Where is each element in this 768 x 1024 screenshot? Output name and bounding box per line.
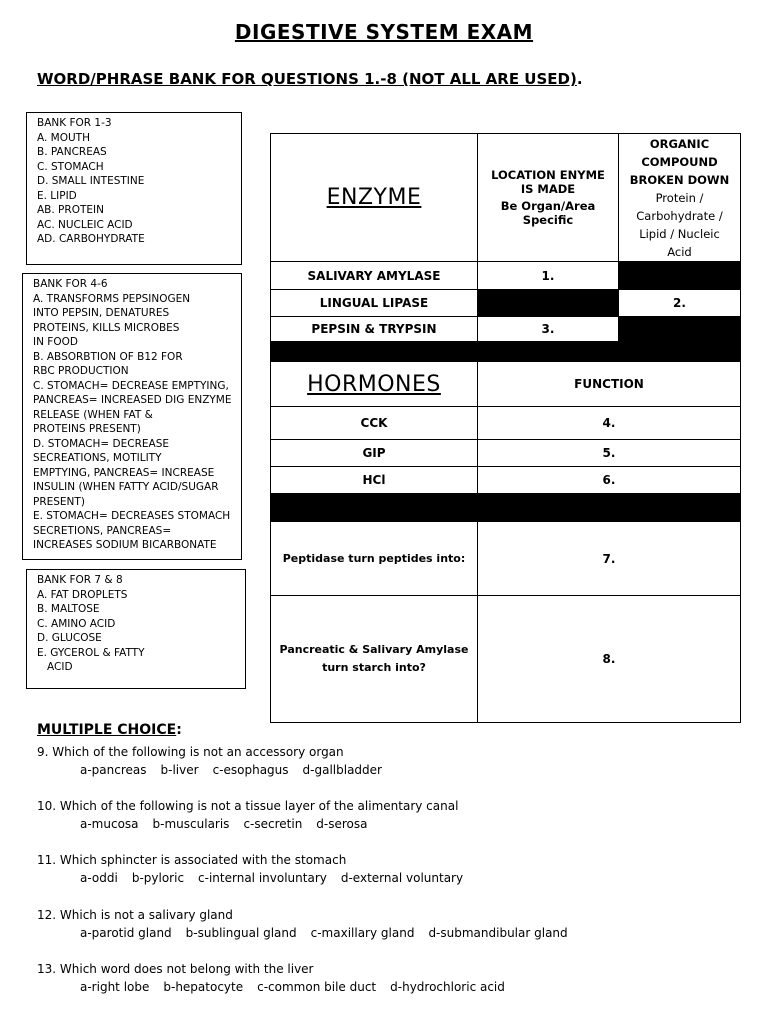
bank-entry: EMPTYING, PANCREAS= INCREASE [33,466,215,479]
bank-entry: C. STOMACH [37,160,104,173]
bank-entry: RBC PRODUCTION [33,365,129,377]
answer-option[interactable]: d-external voluntary [340,871,464,885]
answer-option[interactable]: d-serosa [316,817,368,831]
bank-entry: C. STOMACH= DECREASE EMPTYING, [33,379,229,392]
enzyme-row [271,262,741,290]
bank-box-1-3 [26,112,242,265]
blocked-cell [619,317,741,342]
bank-entry: B. PANCREAS [37,146,107,158]
bank-title: BANK FOR 1-3 [37,117,112,129]
bank-title: BANK FOR 7 & 8 [37,574,123,586]
enzyme-name: LINGUAL LIPASE [271,290,478,317]
blocked-cell [619,262,741,290]
question-options [37,761,396,779]
hormone-name: GIP [271,440,478,467]
answer-option[interactable]: c-esophagus [212,763,289,777]
answer-1-cell[interactable]: 1. [478,262,619,290]
question-options [37,815,458,833]
bank-entry: INSULIN (WHEN FATTY ACID/SUGAR [33,481,219,493]
answer-3-cell[interactable]: 3. [478,317,619,342]
question-options [37,978,519,996]
enzyme-name: PEPSIN & TRYPSIN [271,317,478,342]
question-options [37,869,477,887]
bank-entry: C. AMINO ACID [37,617,116,630]
question-text: 9. Which of the following is not an accessory organ [37,745,344,759]
bank-entry: B. ABSORBTION OF B12 FOR [33,350,183,363]
bank-entry: B. MALTOSE [37,603,100,615]
bank-entry: AC. NUCLEIC ACID [37,218,133,231]
organic-compound-header: ORGANIC COMPOUND BROKEN DOWN Protein / Carbohydrate / Lipid / Nucleic Acid [619,134,741,262]
bank-entry: INCREASES SODIUM BICARBONATE [33,539,217,551]
answer-2-cell[interactable]: 2. [619,290,741,317]
bank-title: BANK FOR 4-6 [33,278,108,290]
answer-option[interactable]: a-parotid gland [80,926,172,940]
question-text: 13. Which word does not belong with the liver [37,962,314,976]
exam-title: DIGESTIVE SYSTEM EXAM [234,20,534,44]
blocked-cell [478,290,619,317]
bank-entry: INTO PEPSIN, DENATURES [33,307,170,319]
enzyme-name: SALIVARY AMYLASE [271,262,478,290]
hormone-row [271,440,741,467]
answer-option[interactable]: a-right lobe [80,980,150,994]
answer-6-cell[interactable]: 6. [478,467,741,494]
answer-option[interactable]: b-muscularis [152,817,230,831]
question-text: 11. Which sphincter is associated with the stomach [37,853,347,867]
bank-box-4-6 [22,273,242,560]
question-text: 12. Which is not a salivary gland [37,908,233,922]
question-options [37,924,582,942]
question-block [37,960,519,996]
answer-option[interactable]: c-common bile duct [257,980,377,994]
bank-entry: E. STOMACH= DECREASES STOMACH [33,510,231,522]
separator-bar [271,342,741,362]
answer-option[interactable]: b-liver [160,763,199,777]
multiple-choice-heading: MULTIPLE CHOICE: [37,722,182,738]
bank-entry: SECREATIONS, MOTILITY [33,452,162,464]
bank-box-7-8 [26,569,246,689]
answer-table [270,133,741,723]
question-block [37,797,458,833]
answer-option[interactable]: a-mucosa [80,817,139,831]
function-header: FUNCTION [478,362,741,407]
answer-option[interactable]: a-oddi [80,871,118,885]
bank-entry: AD. CARBOHYDRATE [37,233,145,245]
bank-entry: SECRETIONS, PANCREAS= [33,524,172,537]
answer-option[interactable]: b-sublingual gland [185,926,297,940]
answer-5-cell[interactable]: 5. [478,440,741,467]
answer-option[interactable]: b-hepatocyte [163,980,244,994]
bank-heading: WORD/PHRASE BANK FOR QUESTIONS 1.-8 (NOT ALL ARE USED). [37,70,583,88]
separator-bar [271,494,741,522]
answer-7-cell[interactable]: 7. [478,522,741,596]
location-header: LOCATION ENYME IS MADE Be Organ/Area Specific [478,134,619,262]
question-block [37,743,396,779]
bank-entry: E. GYCEROL & FATTY [37,646,145,659]
bank-entry: A. TRANSFORMS PEPSINOGEN [33,292,191,305]
bank-entry: PROTEINS, KILLS MICROBES [33,321,180,334]
bank-entry: PRESENT) [33,495,85,508]
hormone-row [271,467,741,494]
hormone-name: HCl [271,467,478,494]
bank-entry: AB. PROTEIN [37,204,104,216]
hormone-row [271,407,741,440]
answer-option[interactable]: a-pancreas [80,763,147,777]
digest-row [271,522,741,596]
answer-option[interactable]: b-pyloric [131,871,185,885]
answer-option[interactable]: c-maxillary gland [310,926,415,940]
question-block [37,851,477,887]
answer-option[interactable]: d-submandibular gland [428,926,568,940]
answer-option[interactable]: c-internal involuntary [198,871,327,885]
enzyme-row [271,317,741,342]
hormone-name: CCK [271,407,478,440]
bank-entry: A. FAT DROPLETS [37,588,128,601]
bank-entry: PROTEINS PRESENT) [33,423,141,435]
bank-entry: PANCREAS= INCREASED DIG ENZYME [33,394,232,406]
enzyme-row [271,290,741,317]
bank-entry: A. MOUTH [37,131,90,144]
bank-entry: RELEASE (WHEN FAT & [33,408,153,421]
question-block [37,906,582,942]
answer-option[interactable]: d-gallbladder [302,763,382,777]
bank-entry: D. SMALL INTESTINE [37,175,145,187]
bank-entry: D. GLUCOSE [37,632,102,644]
answer-8-cell[interactable]: 8. [478,596,741,723]
digest-row [271,596,741,723]
question-text: 10. Which of the following is not a tissue layer of the alimentary canal [37,799,459,813]
answer-4-cell[interactable]: 4. [478,407,741,440]
enzyme-header: ENZYME [271,134,478,262]
hormones-header: HORMONES [271,362,478,407]
answer-option[interactable]: d-hydrochloric acid [390,980,505,994]
digest-question: Peptidase turn peptides into: [271,522,478,596]
answer-option[interactable]: c-secretin [243,817,303,831]
bank-entry: ACID [37,661,73,673]
bank-entry: E. LIPID [37,189,77,202]
bank-entry: IN FOOD [33,336,78,348]
bank-entry: D. STOMACH= DECREASE [33,437,169,450]
digest-question: Pancreatic & Salivary Amylase turn starch into? [271,596,478,723]
